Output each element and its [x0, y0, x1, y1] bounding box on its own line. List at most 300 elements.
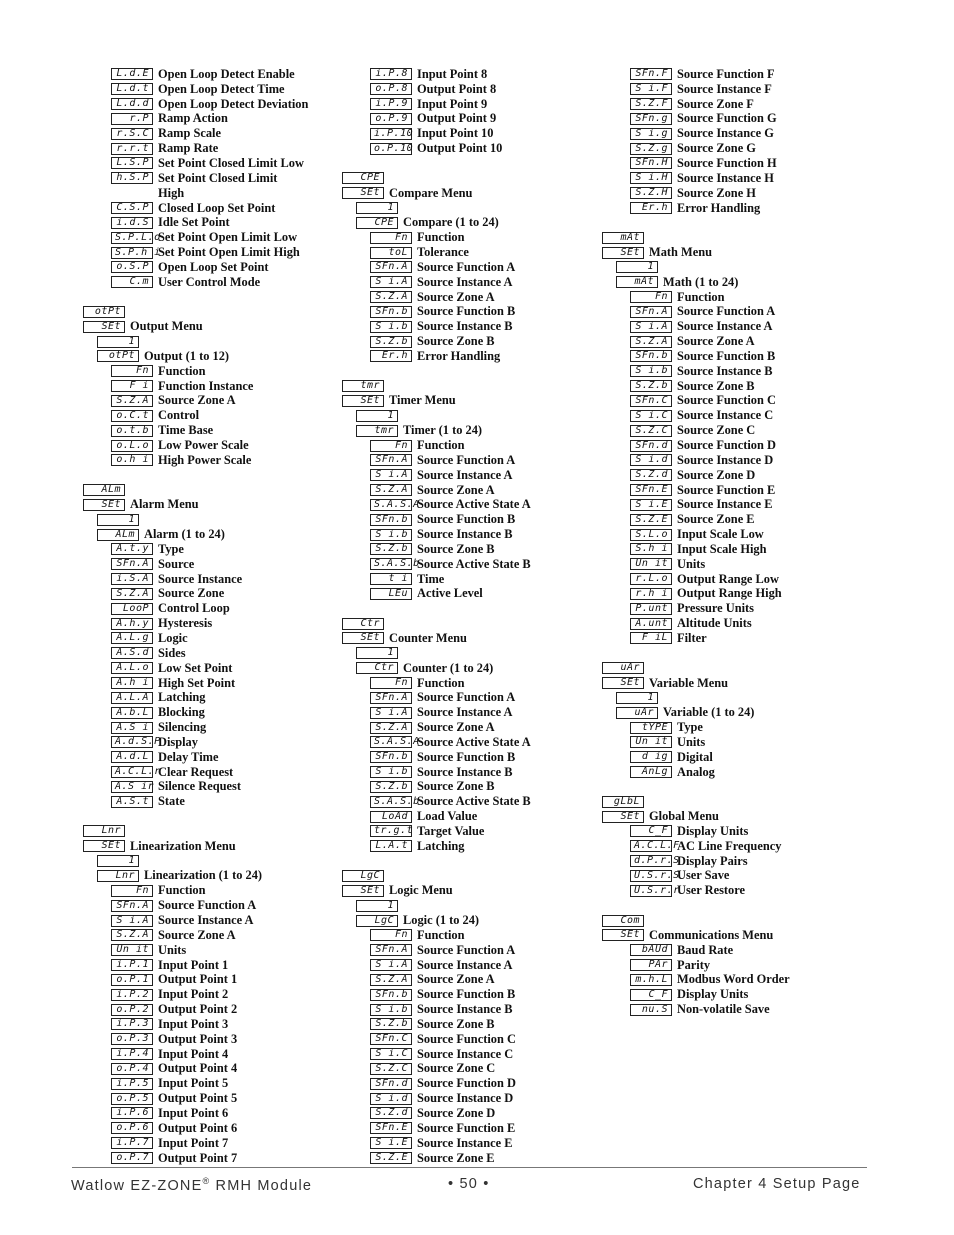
menu-entry — [602, 67, 862, 82]
menu-entry — [83, 349, 343, 364]
menu-entry — [342, 379, 602, 394]
display-code: A.b.L — [111, 707, 153, 719]
menu-entry — [83, 379, 343, 394]
entry-label: Target Value — [417, 823, 485, 838]
entry-label: Source Function D — [677, 438, 776, 453]
menu-entry — [602, 126, 862, 141]
display-code: SFn.b — [630, 350, 672, 362]
display-code: A.d.S.P — [111, 736, 153, 748]
menu-entry — [602, 765, 862, 780]
menu-entry — [342, 260, 602, 275]
entry-label: Display — [158, 734, 198, 749]
menu-entry — [83, 126, 343, 141]
menu-entry — [83, 67, 343, 82]
entry-label: Source Zone B — [417, 334, 495, 349]
entry-label: Source Function C — [677, 393, 776, 408]
entry-label: Source Function A — [417, 259, 516, 274]
display-code: SFn.A — [370, 454, 412, 466]
display-code: tmr — [356, 425, 398, 437]
menu-entry — [83, 201, 343, 216]
spacer — [342, 156, 602, 171]
entry-label: Source — [158, 556, 195, 571]
entry-label: Closed Loop Set Point — [158, 200, 276, 215]
display-code: SEt — [83, 499, 125, 511]
menu-entry — [83, 661, 343, 676]
display-code: 1 — [356, 410, 398, 422]
display-code: S.Z.b — [370, 781, 412, 793]
entry-label: Input Point 3 — [158, 1016, 229, 1031]
display-code: S.Z.F — [630, 98, 672, 110]
display-code: S.Z.A — [370, 974, 412, 986]
entry-label: Source Instance A — [417, 705, 513, 720]
menu-entry — [83, 408, 343, 423]
display-code: A.unt — [630, 618, 672, 630]
entry-label: Input Point 10 — [417, 126, 494, 141]
menu-entry — [83, 512, 343, 527]
menu-entry — [83, 245, 343, 260]
entry-label: Set Point Closed Limit — [158, 170, 278, 185]
menu-entry — [602, 735, 862, 750]
menu-entry — [342, 453, 602, 468]
display-code: S.Z.A — [370, 722, 412, 734]
entry-label: Math Menu — [649, 245, 712, 260]
menu-entry — [602, 408, 862, 423]
display-code: i.P.3 — [111, 1018, 153, 1030]
menu-entry — [602, 156, 862, 171]
menu-entry — [342, 780, 602, 795]
entry-label: Tolerance — [417, 245, 469, 260]
display-code: otPt — [83, 306, 125, 318]
menu-entry — [83, 854, 343, 869]
display-code: S.L.o — [630, 529, 672, 541]
spacer — [342, 601, 602, 616]
display-code: o.L.o — [111, 440, 153, 452]
display-code: U.S.r.r — [630, 885, 672, 897]
display-code: S i.A — [370, 276, 412, 288]
entry-label: High — [158, 185, 185, 200]
menu-entry — [83, 780, 343, 795]
menu-entry — [342, 1017, 602, 1032]
display-code: S i.d — [630, 454, 672, 466]
entry-label: Function — [158, 363, 206, 378]
menu-entry — [83, 171, 343, 186]
entry-label: Input Scale High — [677, 541, 767, 556]
menu-entry — [342, 735, 602, 750]
entry-label: Source Instance C — [677, 408, 774, 423]
display-code: i.P.4 — [111, 1048, 153, 1060]
menu-entry — [83, 1062, 343, 1077]
display-code: S.P.L.o — [111, 232, 153, 244]
entry-label: Pressure Units — [677, 601, 754, 616]
display-code: SEt — [342, 187, 384, 199]
display-code: S.Z.C — [630, 425, 672, 437]
menu-column-3 — [602, 67, 862, 1017]
menu-entry — [83, 112, 343, 127]
display-code: SEt — [83, 321, 125, 333]
display-code: CPE — [342, 172, 384, 184]
menu-entry — [602, 364, 862, 379]
display-code: 1 — [616, 692, 658, 704]
menu-entry — [83, 601, 343, 616]
menu-entry — [342, 661, 602, 676]
spacer — [602, 646, 862, 661]
menu-entry — [602, 676, 862, 691]
entry-label: Counter Menu — [389, 630, 467, 645]
display-code: A.h i — [111, 677, 153, 689]
entry-label: Source Function F — [677, 66, 775, 81]
menu-entry — [83, 958, 343, 973]
display-code: i.P.7 — [111, 1137, 153, 1149]
menu-entry — [602, 497, 862, 512]
display-code: S.P.h i — [111, 247, 153, 259]
entry-label: Open Loop Detect Enable — [158, 66, 295, 81]
menu-entry — [602, 201, 862, 216]
display-code: A.C.L.r — [111, 766, 153, 778]
entry-label: Source Instance B — [677, 363, 773, 378]
entry-label: Source Function G — [677, 111, 777, 126]
entry-label: Source Function B — [417, 749, 516, 764]
menu-entry — [602, 958, 862, 973]
entry-label: Output Range High — [677, 586, 782, 601]
entry-label: Source Instance H — [677, 170, 774, 185]
entry-label: Function — [417, 675, 465, 690]
entry-label: User Control Mode — [158, 274, 261, 289]
display-code: A.S.d — [111, 647, 153, 659]
entry-label: Timer Menu — [389, 393, 456, 408]
entry-label: Source Function H — [677, 155, 777, 170]
menu-entry — [83, 646, 343, 661]
menu-entry — [342, 1136, 602, 1151]
display-code: SFn.A — [111, 900, 153, 912]
display-code: Er.h — [630, 202, 672, 214]
entry-label: Units — [158, 942, 187, 957]
display-code: S i.C — [370, 1048, 412, 1060]
display-code: SEt — [602, 247, 644, 259]
entry-label: Source Zone A — [417, 289, 495, 304]
display-code: S.A.S.b — [370, 796, 412, 808]
entry-label: Source Zone E — [417, 1150, 495, 1165]
menu-entry — [342, 305, 602, 320]
display-code: r.h i — [630, 588, 672, 600]
display-code: S i.d — [370, 1093, 412, 1105]
entry-label: Error Handling — [677, 200, 761, 215]
menu-entry — [342, 1106, 602, 1121]
display-code: AnLg — [630, 766, 672, 778]
display-code: S.Z.E — [630, 514, 672, 526]
menu-entry — [342, 557, 602, 572]
display-code: i.d.S — [111, 217, 153, 229]
entry-label: Clear Request — [158, 764, 234, 779]
entry-label: Output Point 8 — [417, 81, 497, 96]
menu-entry — [342, 186, 602, 201]
entry-label: Source Instance A — [417, 274, 513, 289]
display-code: A.L.A — [111, 692, 153, 704]
menu-entry — [342, 290, 602, 305]
menu-entry — [83, 1032, 343, 1047]
display-code: LoAd — [370, 811, 412, 823]
entry-label: Source Instance A — [417, 957, 513, 972]
entry-label: Silencing — [158, 720, 207, 735]
entry-label: Source Instance A — [158, 913, 254, 928]
display-code: i.P.1 — [111, 959, 153, 971]
menu-entry — [602, 690, 862, 705]
display-code: C.m — [111, 276, 153, 288]
display-code: S.Z.C — [370, 1063, 412, 1075]
menu-entry — [602, 468, 862, 483]
entry-label: Source Zone B — [417, 1016, 495, 1031]
display-code: 1 — [356, 647, 398, 659]
menu-entry — [342, 97, 602, 112]
menu-entry — [602, 631, 862, 646]
entry-label: Input Point 6 — [158, 1105, 229, 1120]
menu-entry — [83, 690, 343, 705]
menu-entry — [342, 809, 602, 824]
menu-entry — [342, 468, 602, 483]
display-code: S.Z.A — [111, 588, 153, 600]
entry-label: Output Menu — [130, 319, 203, 334]
entry-label: Source Zone C — [677, 423, 756, 438]
entry-label: Source Instance B — [417, 1002, 513, 1017]
entry-label: Hysteresis — [158, 616, 213, 631]
entry-label: Variable (1 to 24) — [663, 705, 755, 720]
menu-entry — [602, 290, 862, 305]
entry-label: Function — [417, 927, 465, 942]
entry-label: Source Function A — [677, 304, 776, 319]
display-code: o.h i — [111, 454, 153, 466]
display-code: S.Z.b — [630, 380, 672, 392]
display-code: Fn — [111, 885, 153, 897]
menu-entry — [83, 972, 343, 987]
menu-entry — [602, 245, 862, 260]
entry-label: Filter — [677, 630, 707, 645]
menu-entry — [83, 794, 343, 809]
display-code: S.h i — [630, 543, 672, 555]
entry-label: Input Scale Low — [677, 527, 764, 542]
entry-label: Set Point Open Limit High — [158, 245, 300, 260]
display-code: nu.S — [630, 1004, 672, 1016]
display-code: Lnr — [83, 825, 125, 837]
display-code: S i.C — [630, 410, 672, 422]
menu-entry — [342, 408, 602, 423]
menu-entry — [342, 349, 602, 364]
entry-label: Non-volatile Save — [677, 1002, 770, 1017]
display-code: tr.g.t — [370, 825, 412, 837]
display-code: S.Z.H — [630, 187, 672, 199]
display-code: F iL — [630, 632, 672, 644]
menu-entry — [83, 1121, 343, 1136]
menu-entry — [342, 245, 602, 260]
display-code: Lnr — [97, 870, 139, 882]
display-code: o.P.10 — [370, 143, 412, 155]
menu-entry — [342, 1076, 602, 1091]
display-code: S i.A — [111, 915, 153, 927]
menu-entry — [342, 765, 602, 780]
menu-entry — [342, 794, 602, 809]
menu-entry — [602, 824, 862, 839]
menu-entry — [83, 423, 343, 438]
display-code: SFn.g — [630, 113, 672, 125]
entry-label: Source Instance E — [417, 1135, 513, 1150]
display-code: otPt — [97, 350, 139, 362]
entry-label: Source Zone A — [417, 972, 495, 987]
entry-label: Control — [158, 408, 200, 423]
entry-label: Type — [677, 720, 703, 735]
entry-label: Source Active State A — [417, 497, 531, 512]
menu-entry — [602, 97, 862, 112]
display-code: mAt — [602, 232, 644, 244]
entry-label: Display Units — [677, 823, 749, 838]
menu-entry — [602, 438, 862, 453]
display-code: S.Z.A — [370, 484, 412, 496]
display-code: LgC — [356, 915, 398, 927]
menu-entry — [602, 186, 862, 201]
entry-label: Source Function D — [417, 1076, 516, 1091]
entry-label: Source Instance B — [417, 764, 513, 779]
display-code: S.Z.b — [370, 1018, 412, 1030]
menu-entry — [602, 512, 862, 527]
entry-label: Source Zone — [158, 586, 225, 601]
entry-label: Source Zone A — [158, 393, 236, 408]
menu-entry — [602, 913, 862, 928]
display-code: SFn.E — [370, 1122, 412, 1134]
display-code: Ctr — [356, 662, 398, 674]
entry-label: Output Range Low — [677, 571, 779, 586]
entry-label: Linearization (1 to 24) — [144, 868, 263, 883]
entry-label: Source Zone D — [677, 467, 756, 482]
menu-entry — [602, 720, 862, 735]
display-code: r.P — [111, 113, 153, 125]
display-code: SEt — [602, 929, 644, 941]
menu-entry — [342, 112, 602, 127]
menu-entry — [342, 215, 602, 230]
menu-entry — [342, 319, 602, 334]
menu-entry — [83, 1047, 343, 1062]
entry-label: Source Function B — [417, 304, 516, 319]
entry-label: Timer (1 to 24) — [403, 423, 483, 438]
entry-label: Latching — [158, 690, 206, 705]
entry-label: Input Point 5 — [158, 1076, 229, 1091]
menu-entry — [342, 67, 602, 82]
menu-entry — [83, 735, 343, 750]
display-code: A.S.t — [111, 796, 153, 808]
entry-label: Source Zone B — [417, 779, 495, 794]
display-code: Fn — [370, 232, 412, 244]
display-code: LooP — [111, 603, 153, 615]
menu-entry — [342, 972, 602, 987]
entry-label: Source Function A — [417, 942, 516, 957]
menu-entry — [83, 305, 343, 320]
entry-label: Output Point 2 — [158, 1002, 238, 1017]
entry-label: Blocking — [158, 705, 205, 720]
display-code: SFn.F — [630, 68, 672, 80]
entry-label: Low Set Point — [158, 660, 233, 675]
display-code: S.Z.A — [370, 291, 412, 303]
menu-entry — [602, 750, 862, 765]
entry-label: Variable Menu — [649, 675, 729, 690]
menu-entry — [83, 839, 343, 854]
display-code: o.P.9 — [370, 113, 412, 125]
menu-entry — [342, 542, 602, 557]
entry-label: Alarm Menu — [130, 497, 199, 512]
display-code: SFn.C — [630, 395, 672, 407]
menu-entry — [342, 987, 602, 1002]
display-code: 1 — [97, 855, 139, 867]
menu-entry — [342, 839, 602, 854]
display-code: A.h.y — [111, 618, 153, 630]
menu-entry — [602, 987, 862, 1002]
display-code: Fn — [111, 365, 153, 377]
entry-label: Global Menu — [649, 809, 719, 824]
entry-label: Source Function A — [417, 452, 516, 467]
display-code: d ig — [630, 751, 672, 763]
display-code: t i — [370, 573, 412, 585]
display-code: uAr — [616, 707, 658, 719]
menu-entry — [602, 141, 862, 156]
display-code: C.S.P — [111, 202, 153, 214]
menu-entry — [342, 705, 602, 720]
entry-label: Idle Set Point — [158, 215, 230, 230]
menu-entry — [83, 230, 343, 245]
display-code: SFn.b — [370, 989, 412, 1001]
menu-entry — [342, 82, 602, 97]
display-code: S.Z.d — [630, 469, 672, 481]
menu-entry — [602, 319, 862, 334]
menu-entry — [342, 483, 602, 498]
entry-label: Logic Menu — [389, 883, 453, 898]
display-code: Un it — [630, 736, 672, 748]
entry-label: Communications Menu — [649, 927, 774, 942]
entry-label: Set Point Closed Limit Low — [158, 155, 304, 170]
menu-entry — [342, 958, 602, 973]
menu-entry — [602, 527, 862, 542]
display-code: S.A.S.A — [370, 499, 412, 511]
entry-label: Logic — [158, 630, 188, 645]
menu-entry — [342, 869, 602, 884]
menu-entry — [602, 394, 862, 409]
display-code: SFn.b — [370, 751, 412, 763]
display-code: gLbL — [602, 796, 644, 808]
display-code: S i.H — [630, 172, 672, 184]
entry-label: Source Zone E — [677, 512, 755, 527]
menu-entry — [342, 913, 602, 928]
display-code: L.d.d — [111, 98, 153, 110]
display-code: Fn — [370, 677, 412, 689]
menu-entry — [602, 275, 862, 290]
display-code: o.P.6 — [111, 1122, 153, 1134]
menu-entry — [602, 943, 862, 958]
menu-entry — [83, 676, 343, 691]
display-code: m.h.L — [630, 974, 672, 986]
menu-entry — [342, 334, 602, 349]
menu-entry — [602, 661, 862, 676]
menu-entry — [342, 631, 602, 646]
display-code: Com — [602, 915, 644, 927]
entry-label: Linearization Menu — [130, 838, 236, 853]
entry-label: Time — [417, 571, 445, 586]
entry-label: Source Zone B — [417, 541, 495, 556]
menu-entry — [83, 319, 343, 334]
entry-label: Compare (1 to 24) — [403, 215, 499, 230]
entry-label: Input Point 4 — [158, 1046, 229, 1061]
display-code: L.d.t — [111, 83, 153, 95]
display-code: PAr — [630, 959, 672, 971]
menu-entry — [83, 215, 343, 230]
entry-label: Function — [417, 230, 465, 245]
menu-entry — [83, 720, 343, 735]
chapter-title: Chapter 4 Setup Page — [693, 1176, 861, 1192]
display-code: C_F — [630, 989, 672, 1001]
display-code: i.S.A — [111, 573, 153, 585]
